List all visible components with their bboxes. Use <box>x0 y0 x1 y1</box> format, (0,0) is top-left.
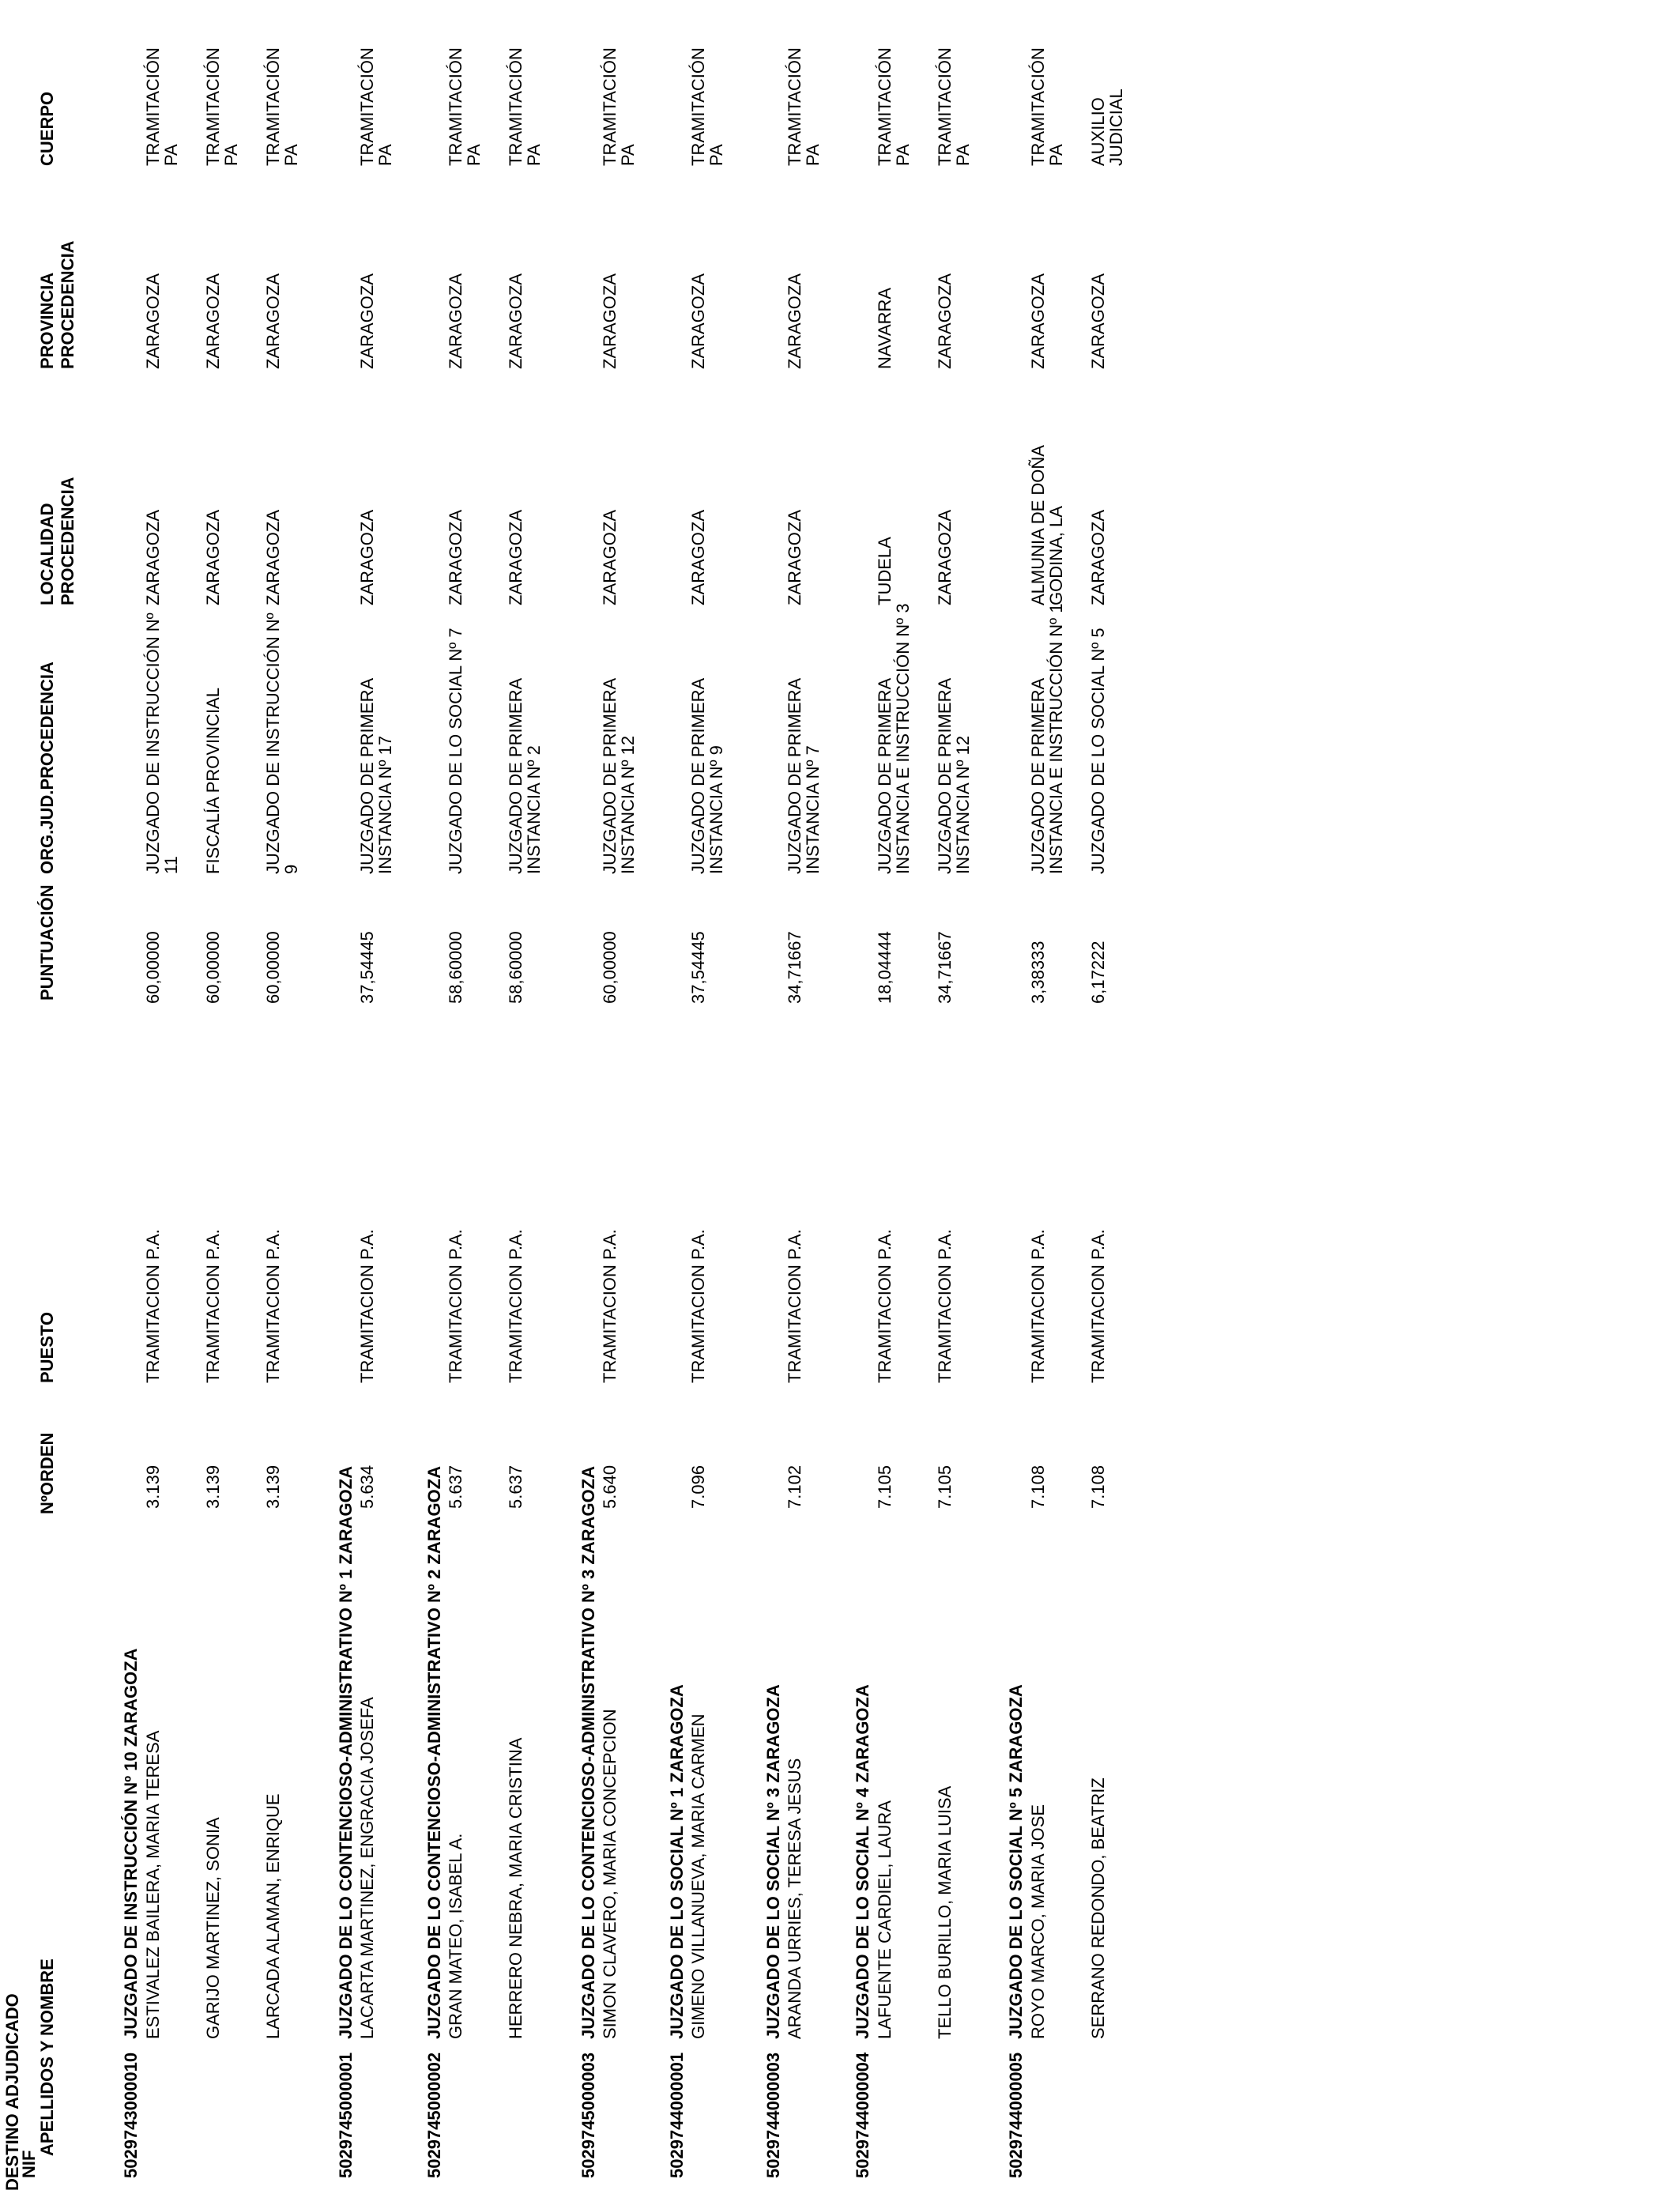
puntuacion-cell: 58,60000 <box>506 931 525 1004</box>
puesto-cell: TRAMITACION P.A. <box>1028 1229 1048 1383</box>
localidad-cell-line1: TUDELA <box>875 537 895 605</box>
provincia-cell: ZARAGOZA <box>600 273 620 369</box>
puntuacion-cell: 18,04444 <box>875 931 895 1004</box>
localidad-cell-line1: ZARAGOZA <box>446 509 465 605</box>
orden-cell: 7.105 <box>875 1465 895 1509</box>
header-provincia-1: PROVINCIA <box>37 272 57 369</box>
orden-cell: 5.637 <box>506 1465 525 1509</box>
provincia-cell: ZARAGOZA <box>203 273 223 369</box>
org-cell-line1: JUZGADO DE LO SOCIAL Nº 5 <box>1088 628 1108 874</box>
provincia-cell: ZARAGOZA <box>143 273 163 369</box>
cuerpo-cell-line1: AUXILIO <box>1088 97 1108 166</box>
group-code: 5029744000005 <box>1006 2052 1026 2178</box>
name-cell: LAFUENTE CARDIEL, LAURA <box>875 1800 895 2039</box>
orden-cell: 3.139 <box>143 1465 163 1509</box>
puesto-cell: TRAMITACION P.A. <box>446 1229 465 1383</box>
group-code: 5029744000003 <box>763 2052 783 2178</box>
localidad-cell-line1: ALMUNIA DE DOÑA <box>1028 445 1048 605</box>
localidad-cell-line1: ZARAGOZA <box>785 509 804 605</box>
cuerpo-cell-line1: TRAMITACIÓN <box>935 47 955 166</box>
group-code: 5029744000001 <box>667 2052 687 2178</box>
org-cell-line2: INSTANCIA Nº 12 <box>618 735 638 874</box>
cuerpo-cell-line1: TRAMITACIÓN <box>203 47 223 166</box>
org-cell-line1: JUZGADO DE PRIMERA <box>506 677 525 874</box>
orden-cell: 7.102 <box>785 1465 804 1509</box>
localidad-cell-line1: ZARAGOZA <box>143 509 163 605</box>
puntuacion-cell: 3,38333 <box>1028 941 1048 1004</box>
puntuacion-cell: 60,00000 <box>203 931 223 1004</box>
localidad-cell-line1: ZARAGOZA <box>688 509 708 605</box>
org-cell-line2: INSTANCIA E INSTRUCCIÓN Nº 3 <box>893 603 913 874</box>
puesto-cell: TRAMITACION P.A. <box>600 1229 620 1383</box>
org-cell-line1: JUZGADO DE PRIMERA <box>600 677 620 874</box>
orden-cell: 5.634 <box>357 1465 377 1509</box>
puesto-cell: TRAMITACION P.A. <box>1088 1229 1108 1383</box>
cuerpo-cell-line1: TRAMITACIÓN <box>785 47 804 166</box>
org-cell-line1: JUZGADO DE PRIMERA <box>785 677 804 874</box>
org-cell-line1: JUZGADO DE PRIMERA <box>357 677 377 874</box>
name-cell: SERRANO REDONDO, BEATRIZ <box>1088 1777 1108 2039</box>
cuerpo-cell-line2: PA <box>281 144 301 166</box>
localidad-cell-line1: ZARAGOZA <box>263 509 283 605</box>
org-cell-line2: 11 <box>161 856 181 874</box>
group-code: 5029745000001 <box>336 2052 356 2178</box>
header-name: APELLIDOS Y NOMBRE <box>37 1958 57 2156</box>
name-cell: HERRERO NEBRA, MARIA CRISTINA <box>506 1737 525 2039</box>
header-localidad-1: LOCALIDAD <box>37 503 57 605</box>
localidad-cell-line1: ZARAGOZA <box>203 509 223 605</box>
puntuacion-cell: 58,60000 <box>446 931 465 1004</box>
orden-cell: 7.096 <box>688 1465 708 1509</box>
name-cell: ARANDA URRIES, TERESA JESUS <box>785 1758 804 2039</box>
puesto-cell: TRAMITACION P.A. <box>688 1229 708 1383</box>
provincia-cell: ZARAGOZA <box>357 273 377 369</box>
puntuacion-cell: 60,00000 <box>600 931 620 1004</box>
puntuacion-cell: 60,00000 <box>263 931 283 1004</box>
name-cell: GIMENO VILLANUEVA, MARIA CARMEN <box>688 1713 708 2039</box>
group-title: JUZGADO DE LO CONTENCIOSO-ADMINISTRATIVO Nº 2 ZARAGOZA <box>424 1465 444 2039</box>
name-cell: TELLO BURILLO, MARIA LUISA <box>935 1785 955 2039</box>
org-cell-line2: INSTANCIA Nº 2 <box>524 745 544 874</box>
header-orden: NºORDEN <box>37 1432 57 1514</box>
cuerpo-cell-line1: TRAMITACIÓN <box>263 47 283 166</box>
provincia-cell: ZARAGOZA <box>506 273 525 369</box>
org-cell-line1: JUZGADO DE LO SOCIAL Nº 7 <box>446 628 465 874</box>
puntuacion-cell: 37,54445 <box>357 931 377 1004</box>
name-cell: GRAN MATEO, ISABEL A. <box>446 1833 465 2039</box>
header-org: ORG.JUD.PROCEDENCIA <box>37 662 57 874</box>
cuerpo-cell-line1: TRAMITACIÓN <box>688 47 708 166</box>
puesto-cell: TRAMITACION P.A. <box>875 1229 895 1383</box>
group-title: JUZGADO DE LO SOCIAL Nº 5 ZARAGOZA <box>1006 1684 1026 2039</box>
provincia-cell: ZARAGOZA <box>446 273 465 369</box>
group-title: JUZGADO DE LO CONTENCIOSO-ADMINISTRATIVO Nº 1 ZARAGOZA <box>336 1465 356 2039</box>
orden-cell: 5.640 <box>600 1465 620 1509</box>
header-nif: NIF <box>19 2150 39 2178</box>
localidad-cell-line1: ZARAGOZA <box>935 509 955 605</box>
orden-cell: 7.105 <box>935 1465 955 1509</box>
group-code: 5029743000010 <box>121 2052 141 2178</box>
group-title: JUZGADO DE LO SOCIAL Nº 1 ZARAGOZA <box>667 1684 687 2039</box>
group-code: 5029744000004 <box>853 2052 872 2178</box>
group-title: JUZGADO DE LO CONTENCIOSO-ADMINISTRATIVO Nº 3 ZARAGOZA <box>578 1465 598 2039</box>
puntuacion-cell: 60,00000 <box>143 931 163 1004</box>
puntuacion-cell: 34,71667 <box>785 931 804 1004</box>
cuerpo-cell-line2: PA <box>464 144 484 166</box>
localidad-cell-line1: ZARAGOZA <box>357 509 377 605</box>
name-cell: LACARTA MARTINEZ, ENGRACIA JOSEFA <box>357 1697 377 2039</box>
provincia-cell: NAVARRA <box>875 287 895 369</box>
name-cell: GARIJO MARTINEZ, SONIA <box>203 1817 223 2039</box>
header-cuerpo: CUERPO <box>37 91 57 166</box>
group-code: 5029745000003 <box>578 2052 598 2178</box>
cuerpo-cell-line2: PA <box>524 144 544 166</box>
puntuacion-cell: 34,71667 <box>935 931 955 1004</box>
name-cell: ROYO MARCO, MARIA JOSE <box>1028 1804 1048 2039</box>
provincia-cell: ZARAGOZA <box>1088 273 1108 369</box>
org-cell-line2: 9 <box>281 864 301 874</box>
orden-cell: 5.637 <box>446 1465 465 1509</box>
orden-cell: 7.108 <box>1028 1465 1048 1509</box>
localidad-cell-line1: ZARAGOZA <box>506 509 525 605</box>
localidad-cell-line1: ZARAGOZA <box>1088 509 1108 605</box>
provincia-cell: ZARAGOZA <box>935 273 955 369</box>
cuerpo-cell-line2: PA <box>161 144 181 166</box>
puesto-cell: TRAMITACION P.A. <box>506 1229 525 1383</box>
org-cell-line2: INSTANCIA Nº 17 <box>375 735 395 874</box>
orden-cell: 3.139 <box>203 1465 223 1509</box>
cuerpo-cell-line1: TRAMITACIÓN <box>600 47 620 166</box>
cuerpo-cell-line2: PA <box>893 144 913 166</box>
puntuacion-cell: 37,54445 <box>688 931 708 1004</box>
localidad-cell-line1: ZARAGOZA <box>600 509 620 605</box>
cuerpo-cell-line2: PA <box>1046 144 1066 166</box>
puesto-cell: TRAMITACION P.A. <box>785 1229 804 1383</box>
puntuacion-cell: 6,17222 <box>1088 941 1108 1004</box>
cuerpo-cell-line2: PA <box>803 144 823 166</box>
cuerpo-cell-line2: PA <box>706 144 726 166</box>
provincia-cell: ZARAGOZA <box>263 273 283 369</box>
cuerpo-cell-line2: PA <box>221 144 241 166</box>
group-title: JUZGADO DE INSTRUCCIÓN Nº 10 ZARAGOZA <box>121 1648 141 2039</box>
org-cell-line1: JUZGADO DE PRIMERA <box>935 677 955 874</box>
provincia-cell: ZARAGOZA <box>785 273 804 369</box>
cuerpo-cell-line1: TRAMITACIÓN <box>446 47 465 166</box>
puesto-cell: TRAMITACION P.A. <box>263 1229 283 1383</box>
header-puntuacion: PUNTUACIÓN <box>37 884 57 1001</box>
org-cell-line1: JUZGADO DE INSTRUCCIÓN Nº <box>143 613 163 874</box>
puesto-cell: TRAMITACION P.A. <box>935 1229 955 1383</box>
localidad-cell-line2: GODINA, LA <box>1046 506 1066 605</box>
org-cell-line1: JUZGADO DE INSTRUCCIÓN Nº <box>263 613 283 874</box>
cuerpo-cell-line2: PA <box>953 144 973 166</box>
header-localidad-2: PROCEDENCIA <box>58 477 77 605</box>
provincia-cell: ZARAGOZA <box>688 273 708 369</box>
provincia-cell: ZARAGOZA <box>1028 273 1048 369</box>
orden-cell: 7.108 <box>1088 1465 1108 1509</box>
name-cell: SIMON CLAVERO, MARIA CONCEPCION <box>600 1709 620 2039</box>
orden-cell: 3.139 <box>263 1465 283 1509</box>
cuerpo-cell-line1: TRAMITACIÓN <box>143 47 163 166</box>
cuerpo-cell-line2: PA <box>618 144 638 166</box>
cuerpo-cell-line2: PA <box>375 144 395 166</box>
cuerpo-cell-line1: TRAMITACIÓN <box>875 47 895 166</box>
document-title: DESTINO ADJUDICADO <box>2 1993 22 2191</box>
group-title: JUZGADO DE LO SOCIAL Nº 3 ZARAGOZA <box>763 1684 783 2039</box>
cuerpo-cell-line1: TRAMITACIÓN <box>506 47 525 166</box>
org-cell-line2: INSTANCIA Nº 7 <box>803 745 823 874</box>
cuerpo-cell-line2: JUDICIAL <box>1106 89 1126 166</box>
puesto-cell: TRAMITACION P.A. <box>357 1229 377 1383</box>
org-cell-line2: INSTANCIA E INSTRUCCIÓN Nº 1 <box>1046 603 1066 874</box>
cuerpo-cell-line1: TRAMITACIÓN <box>357 47 377 166</box>
org-cell-line1: JUZGADO DE PRIMERA <box>688 677 708 874</box>
name-cell: LARCADA ALAMAN, ENRIQUE <box>263 1793 283 2039</box>
group-title: JUZGADO DE LO SOCIAL Nº 4 ZARAGOZA <box>853 1684 872 2039</box>
org-cell-line1: JUZGADO DE PRIMERA <box>875 677 895 874</box>
header-puesto: PUESTO <box>37 1311 57 1383</box>
org-cell-line1: JUZGADO DE PRIMERA <box>1028 677 1048 874</box>
puesto-cell: TRAMITACION P.A. <box>203 1229 223 1383</box>
cuerpo-cell-line1: TRAMITACIÓN <box>1028 47 1048 166</box>
org-cell-line2: INSTANCIA Nº 12 <box>953 735 973 874</box>
puesto-cell: TRAMITACION P.A. <box>143 1229 163 1383</box>
group-code: 5029745000002 <box>424 2052 444 2178</box>
org-cell-line1: FISCALÍA PROVINCIAL <box>203 688 223 874</box>
org-cell-line2: INSTANCIA Nº 9 <box>706 745 726 874</box>
name-cell: ESTIVALEZ BAILERA, MARIA TERESA <box>143 1730 163 2039</box>
header-provincia-2: PROCEDENCIA <box>58 240 77 369</box>
